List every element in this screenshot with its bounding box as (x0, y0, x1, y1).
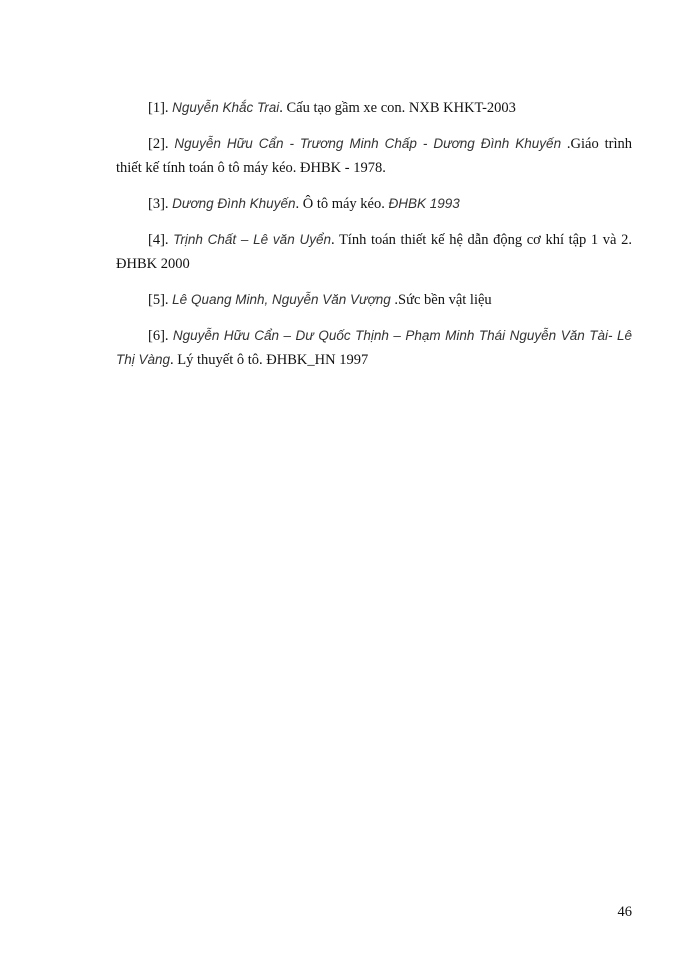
reference-item (116, 324, 632, 372)
reference-authors: Nguyễn Khắc Trai (172, 100, 280, 115)
reference-item (116, 228, 632, 276)
reference-details: . Tính toán thiết kế hệ dẫn động cơ khí tập 1 và 2. ĐHBK 2000 (116, 232, 632, 272)
reference-authors: Trịnh Chất – Lê văn Uyển (173, 232, 331, 247)
reference-details: . Ô tô máy kéo. (295, 196, 389, 212)
page-number: 46 (617, 904, 632, 920)
reference-item (116, 288, 632, 312)
reference-details: .Sức bền vật liệu (390, 292, 492, 308)
reference-details: .Giáo trình thiết kế tính toán ô tô máy kéo. ĐHBK - 1978. (116, 136, 632, 176)
reference-number: [5]. (148, 292, 173, 308)
reference-number: [2]. (148, 136, 175, 152)
reference-authors: Dương Đình Khuyến (172, 196, 296, 211)
reference-number: [1]. (148, 100, 173, 116)
reference-item (116, 96, 632, 120)
reference-publisher: ĐHBK 1993 (388, 196, 460, 211)
reference-list (116, 96, 632, 384)
reference-authors: Nguyễn Hữu Cẩn - Trương Minh Chấp - Dương Đình Khuyến (174, 136, 562, 151)
reference-number: [3]. (148, 196, 173, 212)
reference-item (116, 192, 632, 216)
reference-number: [4]. (148, 232, 174, 248)
reference-details: . Lý thuyết ô tô. ĐHBK_HN 1997 (170, 352, 369, 368)
reference-authors: Nguyễn Hữu Cẩn – Dư Quốc Thịnh – Phạm Minh Thái Nguyễn Văn Tài- Lê Thị Vàng (116, 328, 632, 367)
reference-item (116, 132, 632, 180)
reference-details: . Cấu tạo gầm xe con. NXB KHKT-2003 (279, 100, 516, 116)
reference-number: [6]. (148, 328, 173, 344)
reference-authors: Lê Quang Minh, Nguyễn Văn Vượng (172, 292, 391, 307)
